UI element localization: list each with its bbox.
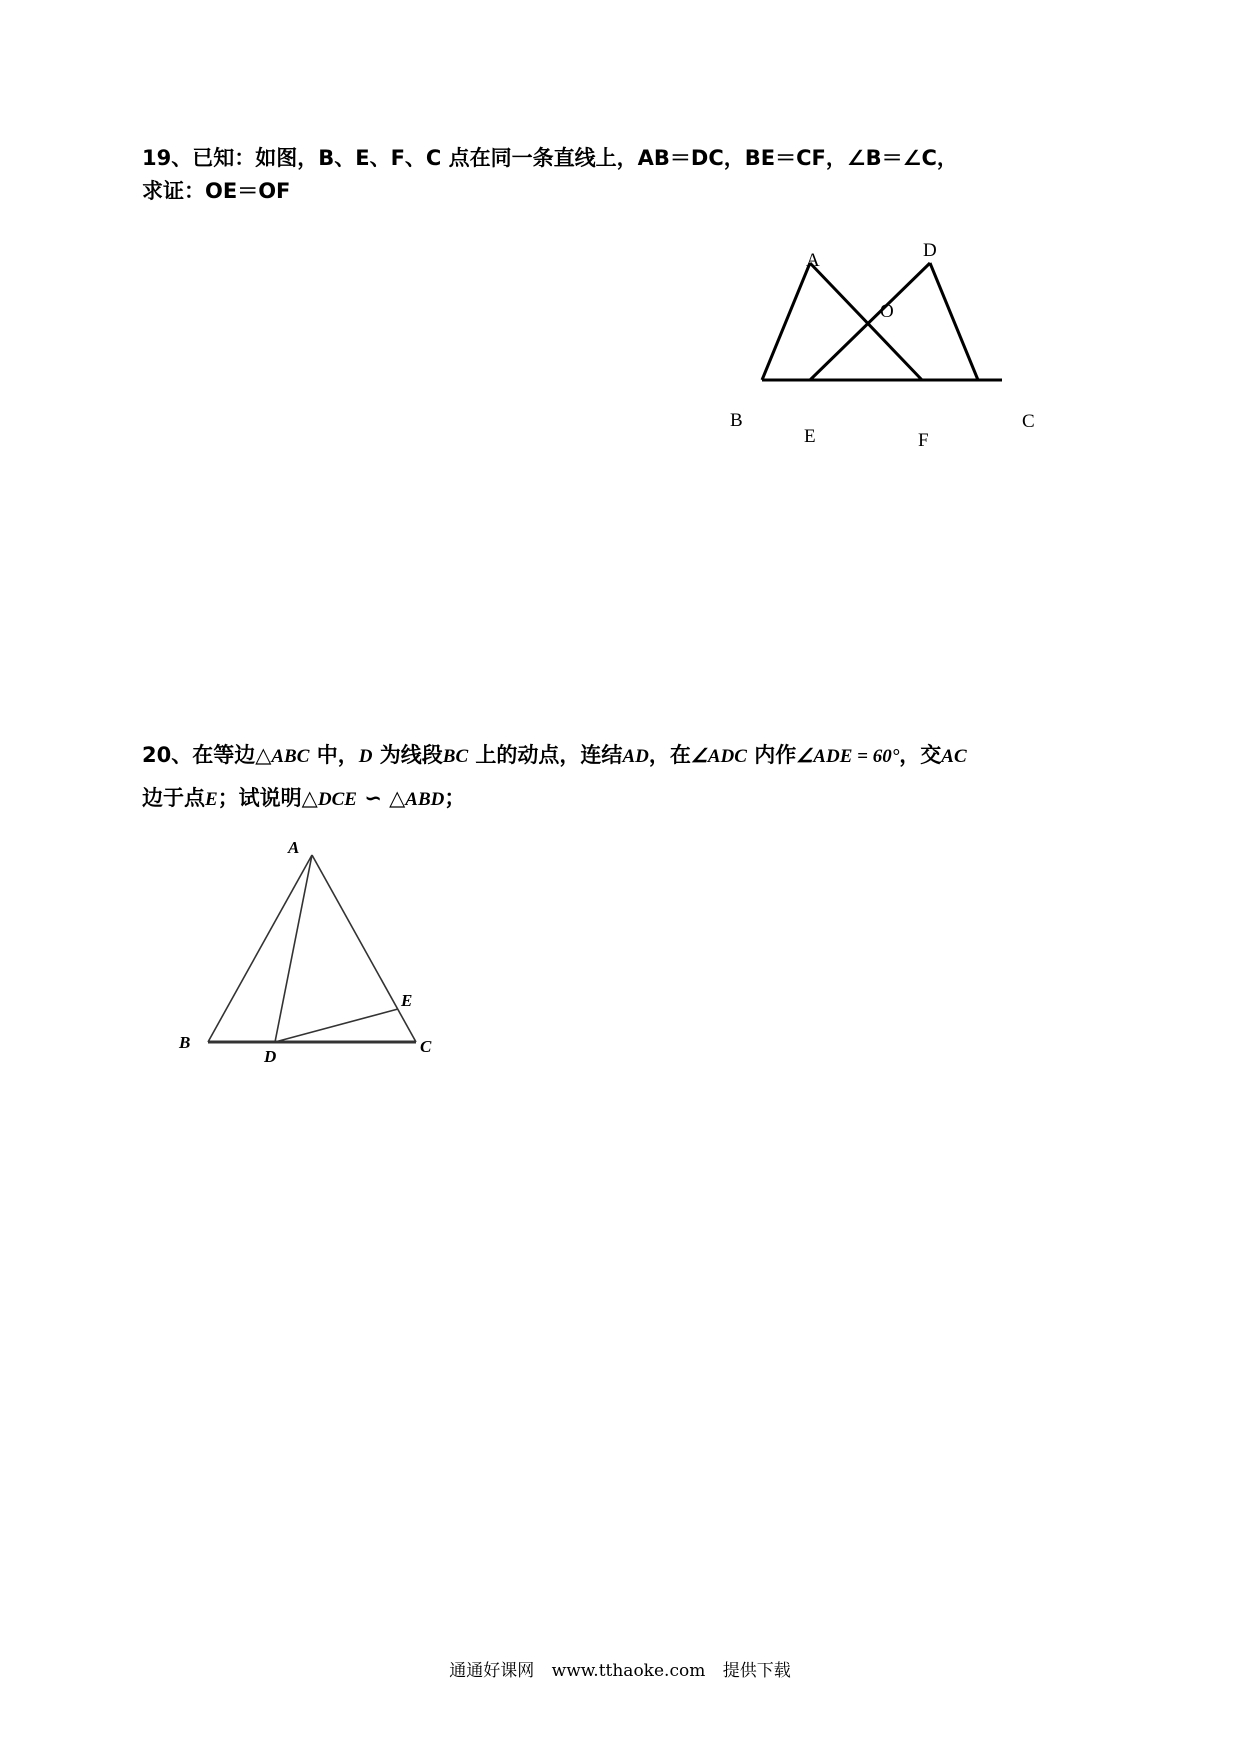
label-C: C	[1022, 411, 1035, 432]
q20-text-4: 上的动点，连结	[468, 743, 623, 767]
q20-math-e: E	[205, 789, 218, 811]
q20-math-d: D	[358, 746, 373, 767]
q20-text-10: ∽ △	[356, 786, 406, 811]
line-DE	[275, 1009, 398, 1042]
label-B: B	[179, 1033, 191, 1052]
question-19-line1: 19、已知：如图，B、E、F、C 点在同一条直线上，AB＝DC，BE＝CF，∠B＝∠C，	[142, 146, 958, 170]
q20-math-ad: AD	[622, 746, 649, 767]
q20-text-6: 内作	[746, 743, 797, 767]
line-AC	[312, 855, 416, 1042]
q20-text-9: ；试说明△	[217, 786, 318, 811]
label-E: E	[804, 426, 816, 447]
q20-math-abc: ABC	[271, 746, 310, 767]
footer	[0, 1656, 1240, 1681]
q20-text-7: ，交	[899, 743, 942, 767]
label-C: C	[420, 1037, 432, 1056]
q20-text-5: ，在	[648, 743, 691, 767]
q20-text-3: 为线段	[372, 743, 443, 767]
figure-20-diagram	[168, 830, 448, 1070]
q20-math-abd: ABD	[405, 789, 445, 811]
q20-math-angle-adc: ∠ADC	[690, 746, 747, 767]
label-A: A	[806, 250, 820, 271]
figure-19-diagram	[730, 240, 1050, 460]
line-AB	[208, 855, 312, 1042]
label-D: D	[923, 240, 937, 261]
question-20-line1	[142, 734, 1102, 777]
question-20	[142, 734, 1102, 820]
q20-text-1: 20、在等边△	[142, 743, 272, 767]
label-D: D	[264, 1047, 277, 1066]
q20-math-bc: BC	[442, 746, 469, 767]
label-B: B	[730, 410, 743, 431]
q20-math-ac: AC	[941, 746, 967, 767]
q20-text-2: 中，	[309, 743, 359, 767]
label-F: F	[918, 430, 929, 451]
q20-text-11: ；	[444, 786, 466, 811]
footer-site-name: 通通好课网	[449, 1661, 535, 1681]
q20-text-8: 边于点	[142, 786, 205, 811]
line-DC	[930, 263, 978, 380]
q20-math-angle-ade: ∠ADE = 60°	[796, 746, 900, 767]
q20-math-dce: DCE	[317, 789, 357, 811]
footer-suffix: 提供下载	[722, 1661, 791, 1681]
question-19	[142, 142, 1042, 207]
line-AD	[275, 855, 312, 1042]
label-O: O	[880, 301, 894, 322]
line-AB	[762, 263, 810, 380]
question-20-line2	[142, 777, 1102, 820]
footer-url: www.tthaoke.com	[551, 1661, 706, 1681]
question-19-line2: 求证：OE＝OF	[142, 178, 291, 203]
label-A: A	[288, 838, 300, 857]
label-E: E	[401, 991, 413, 1010]
